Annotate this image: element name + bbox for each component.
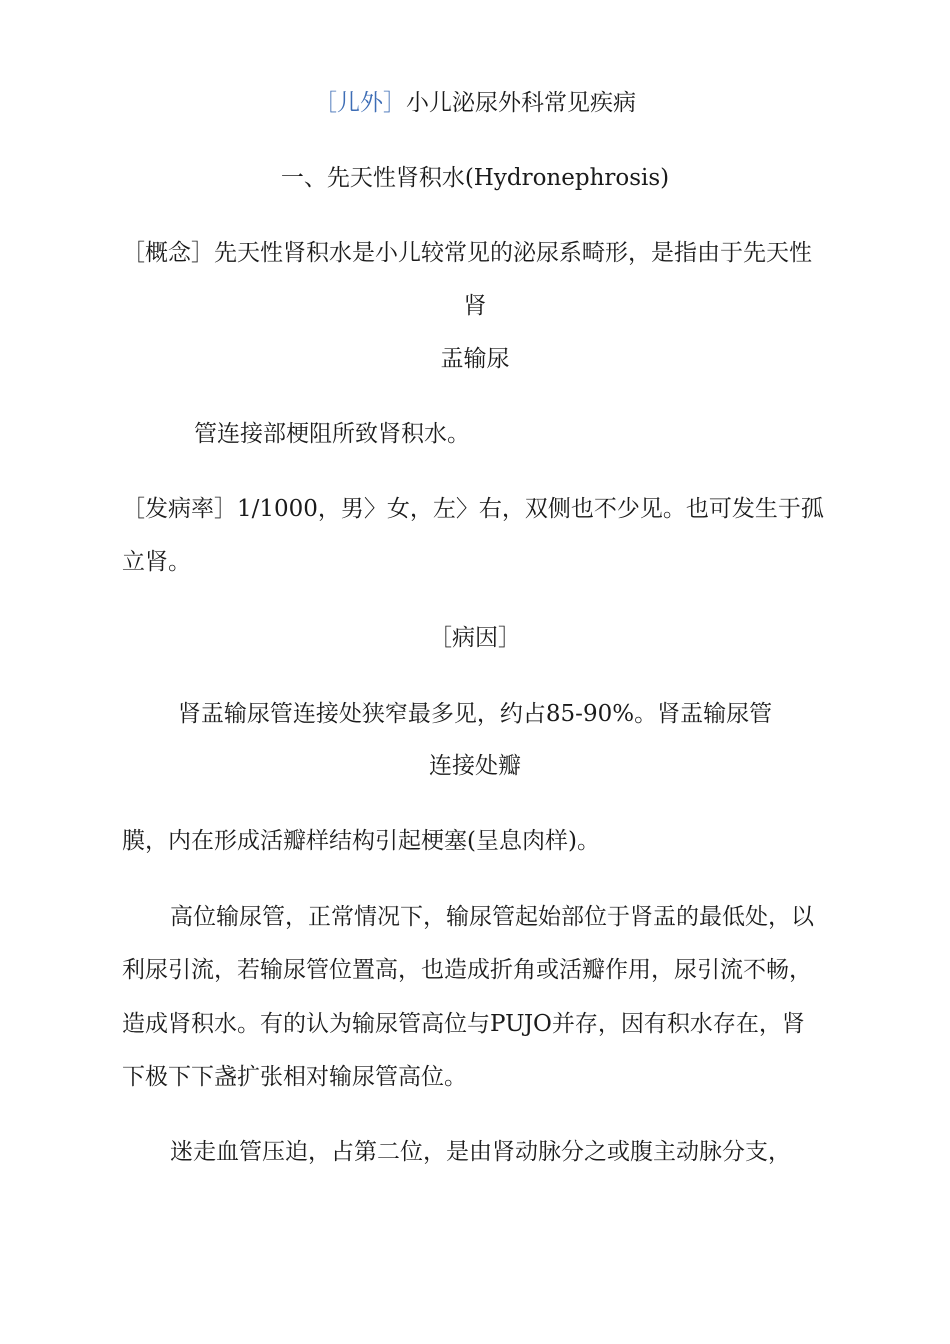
cause2-line-4: 下极下下盏扩张相对输尿管高位。 — [122, 1064, 467, 1090]
cause1-line-2: 连接处瓣 — [429, 753, 521, 779]
title-text: 小儿泌尿外科常见疾病 — [406, 90, 636, 116]
incidence-line-2: 立肾。 — [122, 549, 191, 575]
document-title — [0, 88, 950, 118]
title-category-tag: ［儿外］ — [314, 90, 406, 116]
incidence-line-1: ［发病率］1/1000，男〉女，左〉右，双侧也不少见。也可发生于孤 — [122, 496, 824, 522]
cause2-line-3: 造成肾积水。有的认为输尿管高位与PUJO并存，因有积水存在，肾 — [122, 1011, 805, 1037]
concept-line-1: ［概念］先天性肾积水是小儿较常见的泌尿系畸形，是指由于先天性 — [122, 240, 812, 266]
cause2-line-2: 利尿引流，若输尿管位置高，也造成折角或活瓣作用，尿引流不畅， — [122, 957, 812, 983]
concept-line-2: 肾 — [463, 293, 487, 319]
cause2-line-1: 高位输尿管，正常情况下，输尿管起始部位于肾盂的最低处，以 — [170, 904, 814, 930]
concept-line-3: 盂输尿 — [440, 346, 510, 372]
cause1-line-1: 肾盂输尿管连接处狭窄最多见，约占85-90%。肾盂输尿管 — [177, 701, 773, 727]
cause1-line-3: 膜，内在形成活瓣样结构引起梗塞(呈息肉样)。 — [122, 828, 600, 854]
cause3-line-1: 迷走血管压迫，占第二位，是由肾动脉分之或腹主动脉分支， — [170, 1139, 791, 1165]
concept-line-4: 管连接部梗阻所致肾积水。 — [194, 421, 470, 447]
section-heading: 一、先天性肾积水(Hydronephrosis) — [280, 165, 670, 191]
cause-heading: ［病因］ — [429, 625, 521, 651]
